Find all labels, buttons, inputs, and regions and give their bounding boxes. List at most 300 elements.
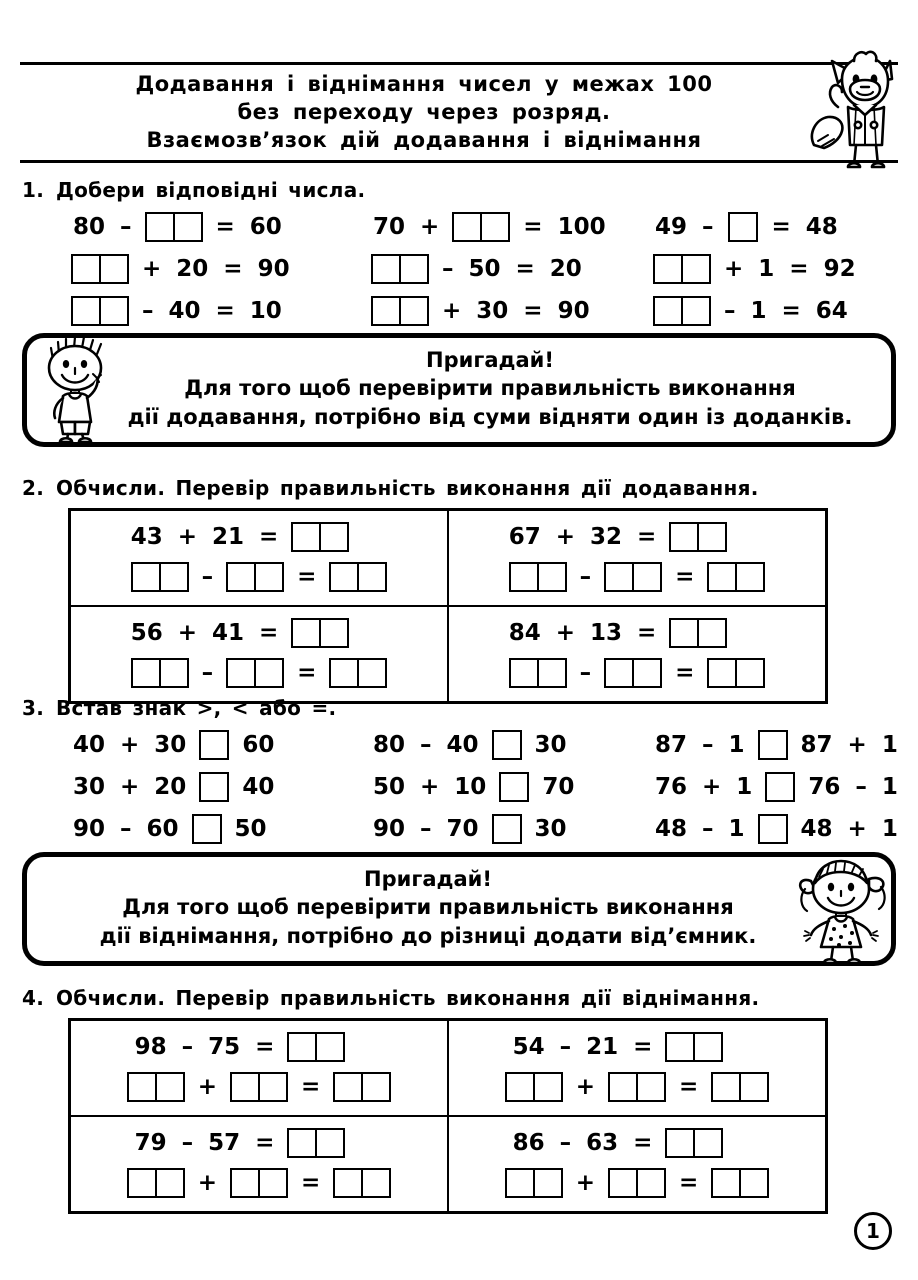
answer-box[interactable]: [71, 296, 101, 326]
operator: –: [579, 564, 592, 590]
answer-box[interactable]: [371, 296, 401, 326]
equals-sign: =: [259, 524, 279, 550]
answer-box[interactable]: [537, 562, 567, 592]
equals-sign: =: [789, 256, 809, 282]
table-cell: [70, 606, 449, 703]
operator: –: [201, 660, 214, 686]
answer-box-group[interactable]: [230, 1072, 288, 1102]
answer-box[interactable]: [505, 1168, 535, 1198]
answer-box-group[interactable]: [452, 212, 510, 242]
operand: 67: [508, 524, 541, 550]
operand: 76: [808, 774, 841, 800]
operand: 30: [73, 774, 106, 800]
answer-box[interactable]: [131, 562, 161, 592]
operand: 30: [534, 732, 567, 758]
task-4-number: 4.: [22, 986, 45, 1010]
operand: 60: [242, 732, 275, 758]
answer-box-group[interactable]: [71, 296, 129, 326]
answer-box-group[interactable]: [371, 254, 429, 284]
equation-row: [648, 294, 896, 328]
operand: 54: [512, 1034, 545, 1060]
comparison-box[interactable]: [492, 814, 522, 844]
worksheet-header: [20, 62, 898, 163]
equation-row: [648, 252, 896, 286]
answer-box[interactable]: [636, 1168, 666, 1198]
operand: 50: [234, 816, 267, 842]
operator: –: [855, 774, 867, 800]
answer-box[interactable]: [399, 296, 429, 326]
equals-sign: =: [633, 1034, 653, 1060]
answer-box-group[interactable]: [669, 522, 727, 552]
answer-box[interactable]: [329, 658, 359, 688]
problem-row: [453, 1123, 821, 1163]
answer-box-group[interactable]: [71, 254, 129, 284]
operand: 98: [134, 1034, 167, 1060]
verification-row: [453, 653, 821, 693]
answer-box[interactable]: [371, 254, 401, 284]
answer-box[interactable]: [739, 1168, 769, 1198]
answer-box[interactable]: [258, 1072, 288, 1102]
equation-row: [366, 252, 648, 286]
answer-box[interactable]: [604, 658, 634, 688]
answer-box-group[interactable]: [287, 1128, 345, 1158]
answer-box[interactable]: [145, 212, 175, 242]
answer-box[interactable]: [361, 1168, 391, 1198]
equals-sign: =: [633, 1130, 653, 1156]
answer-box-group[interactable]: [509, 562, 567, 592]
answer-box[interactable]: [665, 1032, 695, 1062]
answer-box[interactable]: [319, 618, 349, 648]
equals-sign: =: [297, 660, 317, 686]
answer-box[interactable]: [361, 1072, 391, 1102]
equals-sign: =: [637, 620, 657, 646]
comparison-box[interactable]: [492, 730, 522, 760]
answer-box-group[interactable]: [665, 1128, 723, 1158]
comparison-box[interactable]: [758, 730, 788, 760]
header-title-line-2: без переходу через розряд.: [237, 100, 611, 124]
answer-box[interactable]: [697, 618, 727, 648]
operator: –: [181, 1034, 194, 1060]
answer-box-group[interactable]: [127, 1072, 185, 1102]
operand: 30: [476, 298, 509, 324]
equals-sign: =: [255, 1130, 275, 1156]
reminder-line-1: Для того щоб перевірити правильність виконання: [184, 376, 796, 400]
answer-box[interactable]: [728, 212, 758, 242]
operand: 20: [154, 774, 187, 800]
operator: +: [555, 620, 575, 646]
result: 10: [249, 298, 282, 324]
answer-box[interactable]: [608, 1072, 638, 1102]
answer-box[interactable]: [71, 254, 101, 284]
operator: –: [559, 1130, 572, 1156]
answer-box[interactable]: [357, 658, 387, 688]
operand: 13: [590, 620, 623, 646]
equation-row: [366, 210, 648, 244]
answer-box[interactable]: [287, 1032, 317, 1062]
operand: 90: [73, 816, 106, 842]
operand: 40: [168, 298, 201, 324]
equals-sign: =: [301, 1074, 321, 1100]
answer-box-group[interactable]: [707, 658, 765, 688]
operator: –: [420, 732, 432, 758]
comparison-box[interactable]: [765, 772, 795, 802]
operand: 40: [446, 732, 479, 758]
answer-box[interactable]: [131, 658, 161, 688]
operand: 20: [176, 256, 209, 282]
comparison-box[interactable]: [192, 814, 222, 844]
table-cell: [448, 1116, 827, 1213]
answer-box[interactable]: [632, 562, 662, 592]
answer-box-group[interactable]: [604, 658, 662, 688]
result: 90: [557, 298, 590, 324]
equals-sign: =: [215, 214, 235, 240]
answer-box[interactable]: [254, 658, 284, 688]
equals-sign: =: [515, 256, 535, 282]
answer-box[interactable]: [681, 296, 711, 326]
answer-box[interactable]: [509, 658, 539, 688]
operator: –: [702, 732, 714, 758]
operand: 1: [881, 774, 898, 800]
answer-box-group[interactable]: [226, 658, 284, 688]
answer-box[interactable]: [127, 1072, 157, 1102]
answer-box-group[interactable]: [669, 618, 727, 648]
problem-row: [453, 1027, 821, 1067]
operator: –: [724, 298, 736, 324]
task-2-heading: [22, 476, 896, 500]
answer-box[interactable]: [230, 1168, 260, 1198]
operand: 84: [508, 620, 541, 646]
task-4-table: [68, 1018, 828, 1214]
answer-box-group[interactable]: [333, 1168, 391, 1198]
result: 60: [249, 214, 282, 240]
comparison-box[interactable]: [199, 772, 229, 802]
operand: 48: [655, 816, 688, 842]
operand: 21: [212, 524, 245, 550]
comparison-row: [648, 770, 905, 804]
verification-row: [75, 1163, 443, 1203]
answer-box[interactable]: [509, 562, 539, 592]
answer-box[interactable]: [99, 254, 129, 284]
task-2: [22, 476, 896, 704]
equation-row: [648, 210, 896, 244]
answer-box[interactable]: [480, 212, 510, 242]
operand: 48: [800, 816, 833, 842]
answer-box-group[interactable]: [371, 296, 429, 326]
fox-mascot-icon: [810, 49, 906, 174]
operator: +: [575, 1170, 595, 1196]
comparison-row: [648, 812, 905, 846]
comparison-row: [366, 770, 648, 804]
table-row: [70, 1116, 827, 1213]
task-4-title: Обчисли. Перевір правильність виконання дії віднімання.: [56, 986, 760, 1010]
answer-box[interactable]: [533, 1072, 563, 1102]
answer-box-group[interactable]: [608, 1168, 666, 1198]
equals-sign: =: [679, 1074, 699, 1100]
answer-box-group[interactable]: [230, 1168, 288, 1198]
answer-box[interactable]: [226, 658, 256, 688]
task-2-table: [68, 508, 828, 704]
answer-box-group[interactable]: [145, 212, 203, 242]
answer-box[interactable]: [697, 522, 727, 552]
reminder-callout-addition: [22, 333, 896, 447]
answer-box[interactable]: [319, 522, 349, 552]
equation-row: [66, 294, 366, 328]
header-body: [20, 65, 898, 158]
operator: +: [142, 256, 162, 282]
table-row: [70, 510, 827, 607]
answer-box[interactable]: [254, 562, 284, 592]
operator: –: [201, 564, 214, 590]
operator: +: [702, 774, 722, 800]
equals-sign: =: [675, 564, 695, 590]
answer-box[interactable]: [735, 658, 765, 688]
answer-box-group[interactable]: [291, 618, 349, 648]
reminder-line-2: дії додавання, потрібно від суми відняти один із доданків.: [127, 405, 853, 429]
answer-box[interactable]: [333, 1072, 363, 1102]
answer-box[interactable]: [669, 522, 699, 552]
answer-box[interactable]: [333, 1168, 363, 1198]
answer-box[interactable]: [608, 1168, 638, 1198]
comparison-row: [366, 728, 648, 762]
answer-box[interactable]: [315, 1032, 345, 1062]
operand: 21: [586, 1034, 619, 1060]
problem-row: [75, 1123, 443, 1163]
operator: +: [442, 298, 462, 324]
answer-box[interactable]: [707, 658, 737, 688]
operator: –: [120, 816, 132, 842]
answer-box[interactable]: [99, 296, 129, 326]
operand: 76: [655, 774, 688, 800]
answer-box[interactable]: [693, 1128, 723, 1158]
table-row: [70, 1020, 827, 1117]
table-cell: [70, 1116, 449, 1213]
answer-box[interactable]: [452, 212, 482, 242]
problem-row: [75, 1027, 443, 1067]
operand: 1: [881, 732, 898, 758]
answer-box-group[interactable]: [604, 562, 662, 592]
operator: +: [120, 774, 140, 800]
table-cell: [70, 510, 449, 607]
equation-row: [66, 252, 366, 286]
operand: 50: [468, 256, 501, 282]
header-title-line-1: Додавання і віднімання чисел у межах 100: [135, 72, 713, 96]
answer-box[interactable]: [155, 1072, 185, 1102]
operator: –: [120, 214, 132, 240]
table-cell: [448, 606, 827, 703]
answer-box[interactable]: [681, 254, 711, 284]
answer-box[interactable]: [693, 1032, 723, 1062]
answer-box[interactable]: [291, 618, 321, 648]
operand: 75: [208, 1034, 241, 1060]
result: 100: [557, 214, 606, 240]
comparison-row: [366, 812, 648, 846]
answer-box[interactable]: [711, 1168, 741, 1198]
operand: 30: [534, 816, 567, 842]
operand: 87: [655, 732, 688, 758]
answer-box-group[interactable]: [653, 254, 711, 284]
operand: 1: [750, 298, 767, 324]
answer-box[interactable]: [357, 562, 387, 592]
task-4-heading: [22, 986, 896, 1010]
answer-box-group[interactable]: [509, 658, 567, 688]
answer-box[interactable]: [537, 658, 567, 688]
answer-box-group[interactable]: [127, 1168, 185, 1198]
result: 48: [805, 214, 838, 240]
answer-box-group[interactable]: [131, 658, 189, 688]
operator: –: [181, 1130, 194, 1156]
comparison-row: [648, 728, 905, 762]
answer-box[interactable]: [735, 562, 765, 592]
answer-box[interactable]: [155, 1168, 185, 1198]
answer-box-group[interactable]: [608, 1072, 666, 1102]
answer-box-group[interactable]: [291, 522, 349, 552]
task-1: [22, 178, 896, 328]
answer-box[interactable]: [315, 1128, 345, 1158]
answer-box[interactable]: [505, 1072, 535, 1102]
equals-sign: =: [637, 524, 657, 550]
operand: 70: [446, 816, 479, 842]
answer-box[interactable]: [329, 562, 359, 592]
girl-mascot-icon: [795, 851, 893, 967]
answer-box-group[interactable]: [711, 1072, 769, 1102]
header-rule-bottom: [20, 160, 898, 163]
table-cell: [70, 1020, 449, 1117]
operand: 43: [130, 524, 163, 550]
verification-row: [453, 1163, 821, 1203]
answer-box-group[interactable]: [329, 562, 387, 592]
verification-row: [75, 557, 443, 597]
equals-sign: =: [523, 214, 543, 240]
equals-sign: =: [297, 564, 317, 590]
task-1-heading: [22, 178, 896, 202]
answer-box[interactable]: [230, 1072, 260, 1102]
problem-row: [75, 517, 443, 557]
operator: +: [724, 256, 744, 282]
answer-box[interactable]: [258, 1168, 288, 1198]
operand: 63: [586, 1130, 619, 1156]
answer-box-group[interactable]: [707, 562, 765, 592]
task-2-title: Обчисли. Перевір правильність виконання дії додавання.: [56, 476, 759, 500]
operand: 40: [242, 774, 275, 800]
page-number: 1: [854, 1212, 892, 1250]
task-1-grid: [66, 210, 896, 328]
equation-row: [366, 294, 648, 328]
answer-box[interactable]: [665, 1128, 695, 1158]
task-1-number: 1.: [22, 178, 45, 202]
operand: 70: [373, 214, 406, 240]
table-cell: [448, 1020, 827, 1117]
comparison-box[interactable]: [199, 730, 229, 760]
operator: +: [177, 620, 197, 646]
equals-sign: =: [255, 1034, 275, 1060]
reminder-title: Пригадай!: [426, 348, 554, 372]
answer-box[interactable]: [287, 1128, 317, 1158]
equals-sign: =: [679, 1170, 699, 1196]
answer-box-group[interactable]: [711, 1168, 769, 1198]
operand: 90: [373, 816, 406, 842]
task-3-heading: [22, 696, 896, 720]
operand: 50: [373, 774, 406, 800]
operator: –: [420, 816, 432, 842]
operator: –: [142, 298, 154, 324]
equals-sign: =: [215, 298, 235, 324]
operand: 87: [800, 732, 833, 758]
answer-box[interactable]: [159, 658, 189, 688]
answer-box[interactable]: [226, 562, 256, 592]
operand: 1: [728, 732, 745, 758]
answer-box-group[interactable]: [329, 658, 387, 688]
answer-box-group[interactable]: [131, 562, 189, 592]
operator: +: [420, 214, 440, 240]
reminder-line-1: Для того щоб перевірити правильність виконання: [122, 895, 734, 919]
result: 64: [815, 298, 848, 324]
answer-box[interactable]: [653, 296, 683, 326]
equals-sign: =: [771, 214, 791, 240]
operator: –: [559, 1034, 572, 1060]
answer-box-group[interactable]: [226, 562, 284, 592]
operand: 40: [73, 732, 106, 758]
answer-box-group[interactable]: [505, 1072, 563, 1102]
operator: –: [442, 256, 454, 282]
answer-box[interactable]: [291, 522, 321, 552]
task-3: [22, 696, 896, 846]
verification-row: [453, 1067, 821, 1107]
answer-box[interactable]: [533, 1168, 563, 1198]
operator: +: [420, 774, 440, 800]
answer-box[interactable]: [669, 618, 699, 648]
operator: +: [847, 732, 867, 758]
table-cell: [448, 510, 827, 607]
answer-box[interactable]: [159, 562, 189, 592]
answer-box[interactable]: [711, 1072, 741, 1102]
answer-box[interactable]: [739, 1072, 769, 1102]
answer-box[interactable]: [636, 1072, 666, 1102]
operator: –: [702, 214, 714, 240]
answer-box-group[interactable]: [653, 296, 711, 326]
comparison-row: [66, 770, 366, 804]
reminder-title: Пригадай!: [364, 867, 492, 891]
verification-row: [75, 1067, 443, 1107]
equals-sign: =: [523, 298, 543, 324]
answer-box[interactable]: [653, 254, 683, 284]
operand: 79: [134, 1130, 167, 1156]
result: 90: [257, 256, 290, 282]
operator: +: [120, 732, 140, 758]
answer-box[interactable]: [399, 254, 429, 284]
comparison-box[interactable]: [499, 772, 529, 802]
answer-box[interactable]: [707, 562, 737, 592]
answer-box-group[interactable]: [287, 1032, 345, 1062]
operand: 80: [73, 214, 106, 240]
task-4: [22, 986, 896, 1214]
answer-box[interactable]: [604, 562, 634, 592]
equals-sign: =: [675, 660, 695, 686]
operator: –: [702, 816, 714, 842]
answer-box-group[interactable]: [333, 1072, 391, 1102]
operand: 30: [154, 732, 187, 758]
comparison-box[interactable]: [758, 814, 788, 844]
answer-box[interactable]: [632, 658, 662, 688]
reminder-line-2: дії віднімання, потрібно до різниці додати від’ємник.: [99, 924, 757, 948]
answer-box[interactable]: [127, 1168, 157, 1198]
verification-row: [75, 653, 443, 693]
problem-row: [453, 613, 821, 653]
operand: 32: [590, 524, 623, 550]
answer-box-group[interactable]: [665, 1032, 723, 1062]
problem-row: [75, 613, 443, 653]
answer-box-group[interactable]: [505, 1168, 563, 1198]
answer-box[interactable]: [173, 212, 203, 242]
